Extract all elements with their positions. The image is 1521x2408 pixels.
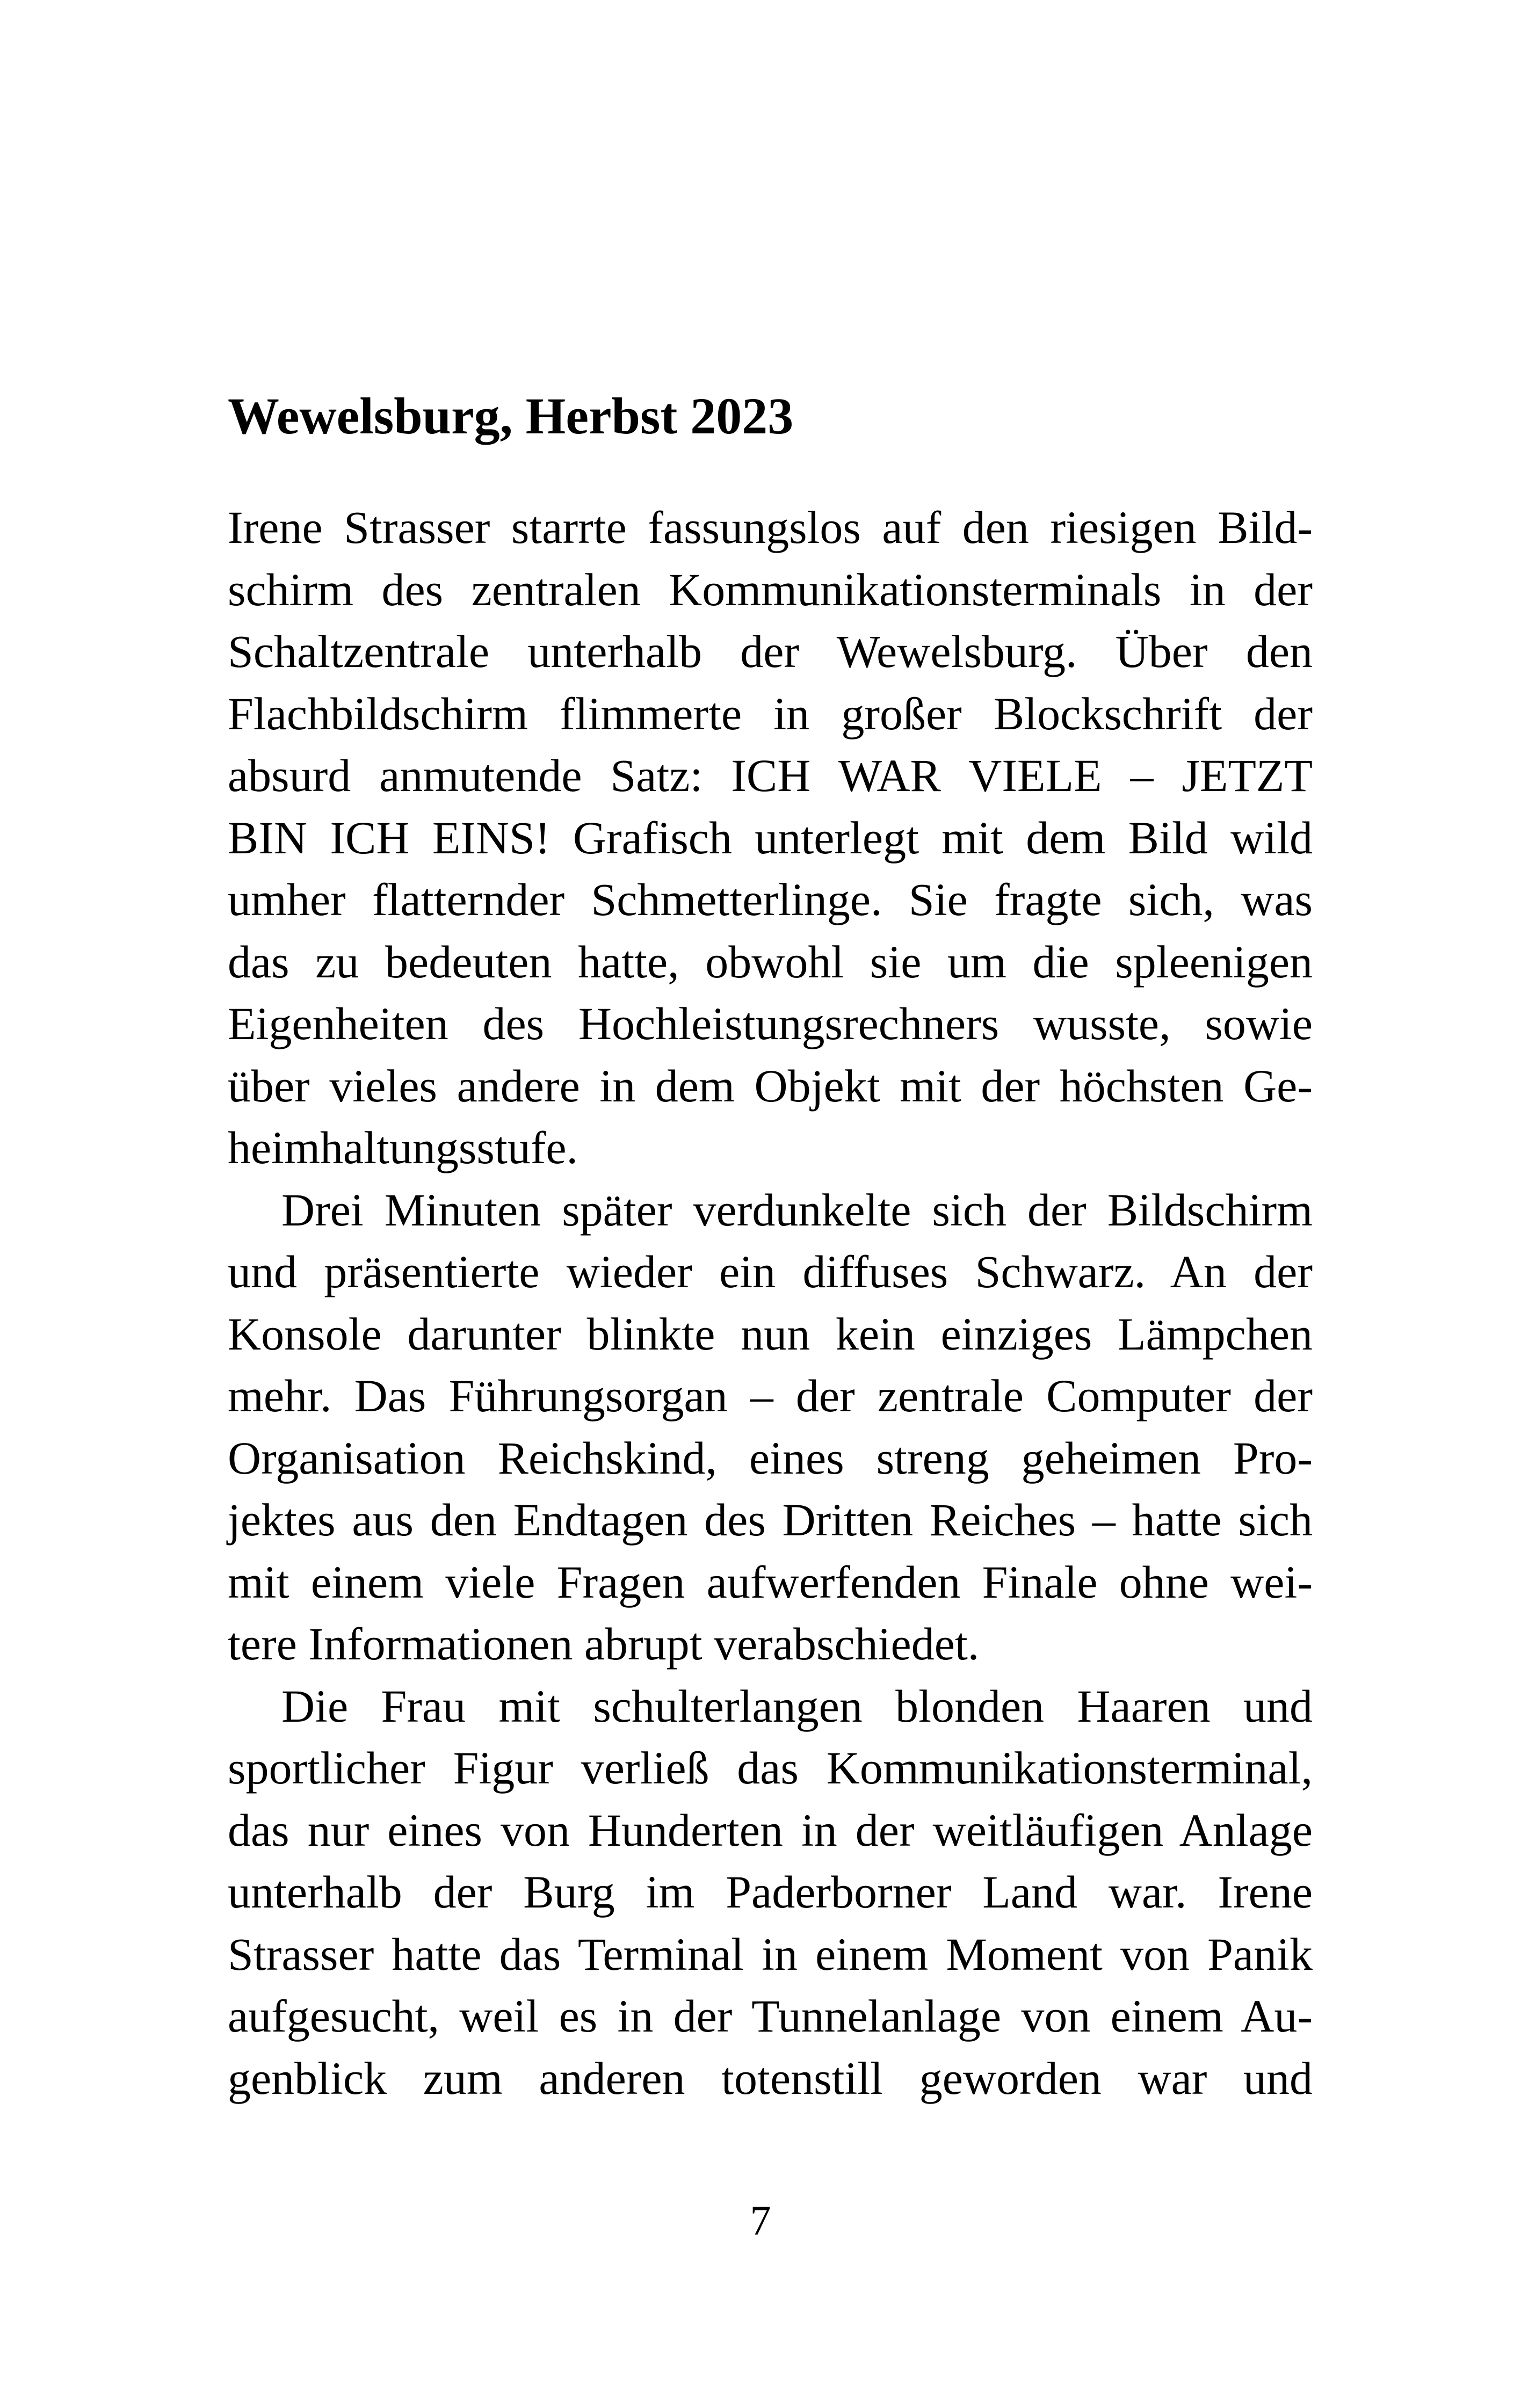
text-line: Konsole darunter blinkte nun kein einziges Lämpchen: [228, 1308, 1313, 1360]
text-line: genblick zum anderen totenstill geworden war und: [228, 2052, 1313, 2104]
text-line: jektes aus den Endtagen des Dritten Reiches – hatte sich: [228, 1494, 1313, 1546]
text-line: Eigenheiten des Hochleistungsrechners wusste, sowie: [228, 998, 1313, 1049]
text-line: Irene Strasser starrte fassungslos auf den riesigen Bild-: [228, 502, 1313, 553]
text-line: absurd anmutende Satz: ICH WAR VIELE – JETZT: [228, 750, 1313, 801]
text-line: das nur eines von Hunderten in der weitläufigen Anlage: [228, 1804, 1313, 1856]
text-line: aufgesucht, weil es in der Tunnelanlage von einem Au-: [228, 1990, 1313, 2042]
text-line: und präsentierte wieder ein diffuses Schwarz. An der: [228, 1246, 1313, 1297]
text-line: sportlicher Figur verließ das Kommunikationsterminal,: [228, 1742, 1313, 1794]
text-line: Schaltzentrale unterhalb der Wewelsburg. Über den: [228, 626, 1313, 677]
text-line: tere Informationen abrupt verabschiedet.: [228, 1618, 980, 1670]
text-line: Flachbildschirm flimmerte in großer Blockschrift der: [228, 687, 1313, 739]
chapter-heading: Wewelsburg, Herbst 2023: [228, 387, 794, 445]
text-line: das zu bedeuten hatte, obwohl sie um die spleenigen: [228, 935, 1313, 988]
text-line: Strasser hatte das Terminal in einem Moment von Panik: [228, 1928, 1313, 1980]
text-line: umher flatternder Schmetterlinge. Sie fragte sich, was: [228, 874, 1313, 925]
text-line: heimhaltungsstufe.: [228, 1122, 578, 1173]
body-text: [228, 497, 1313, 2109]
text-line: unterhalb der Burg im Paderborner Land war. Irene: [228, 1866, 1313, 1918]
text-line: Organisation Reichskind, eines streng geheimen Pro-: [228, 1432, 1313, 1484]
text-line: Drei Minuten später verdunkelte sich der Bildschirm: [281, 1184, 1313, 1236]
text-line: mehr. Das Führungsorgan – der zentrale Computer der: [228, 1370, 1313, 1421]
text-line: BIN ICH EINS! Grafisch unterlegt mit dem Bild wild: [228, 811, 1313, 864]
text-line: über vieles andere in dem Objekt mit der höchsten Ge-: [228, 1060, 1313, 1112]
text-line: Die Frau mit schulterlangen blonden Haaren und: [281, 1680, 1313, 1732]
text-line: mit einem viele Fragen aufwerfenden Finale ohne wei-: [228, 1556, 1313, 1608]
page-number: 7: [750, 2197, 771, 2244]
text-line: schirm des zentralen Kommunikationsterminals in der: [228, 563, 1313, 615]
